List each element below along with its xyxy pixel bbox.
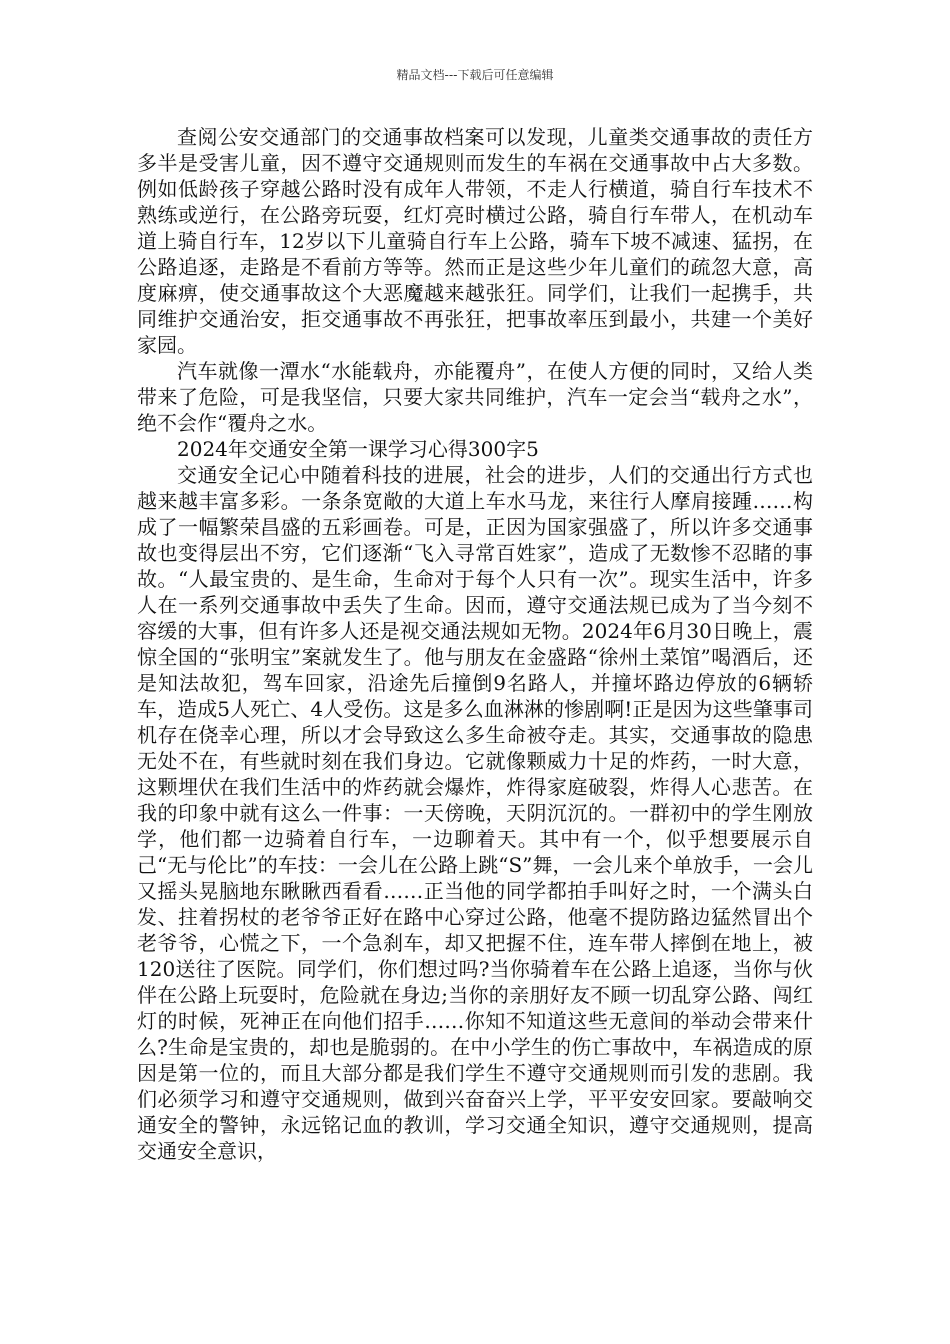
paragraph: 汽车就像一潭水“水能载舟，亦能覆舟”，在使人方便的同时，又给人类带来了危险，可是我坚信，只要大家共同维护，汽车一定会当“载舟之水”，绝不会作“覆舟之水。 bbox=[137, 359, 813, 435]
paragraph: 查阅公安交通部门的交通事故档案可以发现，儿童类交通事故的责任方多半是受害儿童，因不遵守交通规则而发生的车祸在交通事故中占大多数。例如低龄孩子穿越公路时没有成年人带领，不走人行横道，骑自行车技术不熟练或逆行，在公路旁玩耍，红灯亮时横过公路，骑自行车带人，在机动车道上骑自行车，12岁以下儿童骑自行车上公路，骑车下坡不减速、猛拐，在公路追逐，走路是不看前方等等。然而正是这些少年儿童们的疏忽大意，高度麻痹，使交通事故这个大恶魔越来越张狂。同学们，让我们一起携手，共同维护交通治安，拒交通事故不再张狂，把事故率压到最小，共建一个美好家园。 bbox=[137, 125, 813, 357]
paragraph: 交通安全记心中随着科技的进展，社会的进步，人们的交通出行方式也越来越丰富多彩。一条条宽敞的大道上车水马龙，来往行人摩肩接踵……构成了一幅繁荣昌盛的五彩画卷。可是，正因为国家强盛了，所以许多交通事故也变得层出不穷，它们逐渐“飞入寻常百姓家”，造成了无数惨不忍睹的事故。“人最宝贵的、是生命，生命对于每个人只有一次”。现实生活中，许多人在一系列交通事故中丢失了生命。因而，遵守交通法规已成为了当今刻不容缓的大事，但有许多人还是视交通法规如无物。2024年6月30日晚上，震惊全国的“张明宝”案就发生了。他与朋友在金盛路“徐州土菜馆”喝酒后，还是知法故犯，驾车回家，沿途先后撞倒9名路人，并撞坏路边停放的6辆轿车，造成5人死亡、4人受伤。这是多么血淋淋的惨剧啊!正是因为这些肇事司机存在侥幸心理，所以才会导致这么多生命被夺走。其实，交通事故的隐患无处不在，有些就时刻在我们身边。它就像颗威力十足的炸药，一时大意，这颗埋伏在我们生活中的炸药就会爆炸，炸得家庭破裂，炸得人心悲苦。在我的印象中就有这么一件事：一天傍晚，天阴沉沉的。一群初中的学生刚放学，他们都一边骑着自行车，一边聊着天。其中有一个，似乎想要展示自己“无与伦比”的车技：一会儿在公路上跳“S”舞，一会儿来个单放手，一会儿又摇头晃脑地东瞅瞅西看看……正当他的同学都拍手叫好之时，一个满头白发、拄着拐杖的老爷爷正好在路中心穿过公路，他毫不提防路边猛然冒出个老爷爷，心慌之下，一个急刹车，却又把握不住，连车带人摔倒在地上，被120送往了医院。同学们，你们想过吗?当你骑着车在公路上追逐，当你与伙伴在公路上玩耍时，危险就在身边;当你的亲朋好友不顾一切乱穿公路、闯红灯的时候，死神正在向他们招手……你知不知道这些无意间的举动会带来什么?生命是宝贵的，却也是脆弱的。在中小学生的伤亡事故中，车祸造成的原因是第一位的，而且大部分都是我们学生不遵守交通规则而引发的悲剧。我们必须学习和遵守交通规则，做到兴奋奋兴上学，平平安安回家。要敲响交通安全的警钟，永远铭记血的教训，学习交通全知识，遵守交通规则，提高交通安全意识， bbox=[137, 463, 813, 1163]
page-header: 精品文档---下载后可任意编辑 bbox=[396, 68, 554, 82]
section-heading: 2024年交通安全第一课学习心得300字5 bbox=[177, 437, 539, 461]
document-body bbox=[137, 124, 813, 1164]
